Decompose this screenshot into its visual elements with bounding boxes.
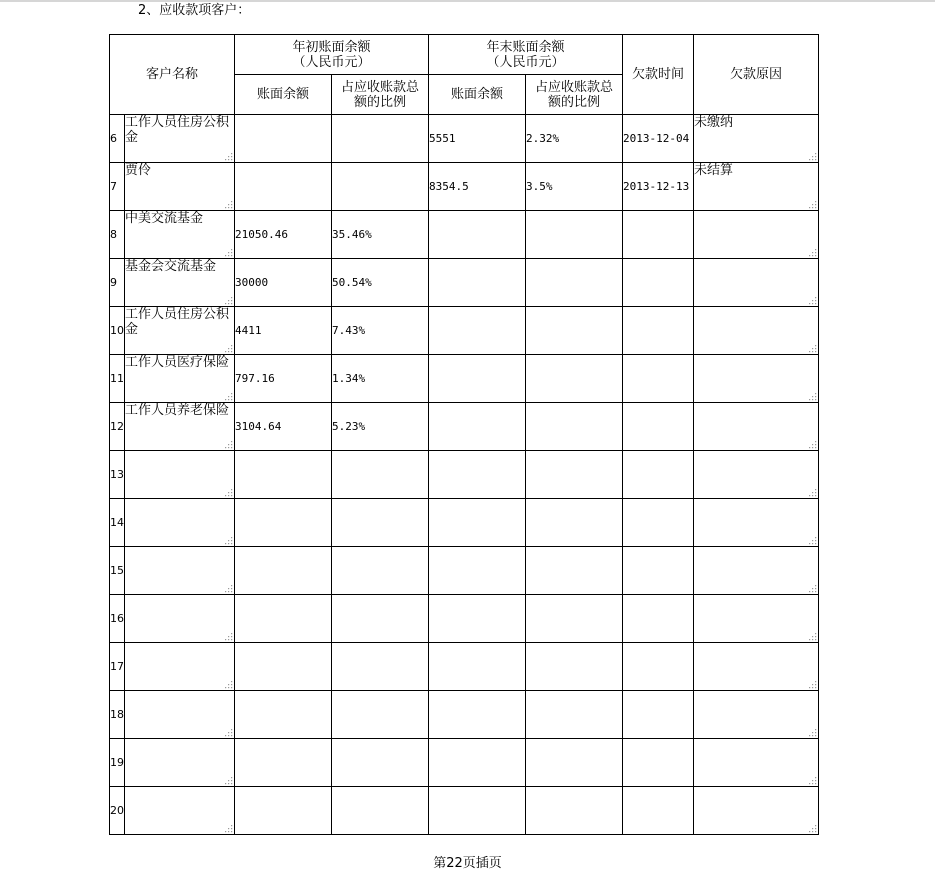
resize-grip-icon (223, 631, 233, 641)
end-ratio-cell (526, 499, 623, 547)
begin-balance-cell (235, 787, 332, 835)
header-end-balance-unit: （人民币元） (486, 54, 565, 70)
table-row (110, 259, 819, 307)
end-balance-cell (429, 211, 526, 259)
begin-ratio-cell (332, 163, 429, 211)
begin-ratio-cell-text: 7.43% (332, 324, 366, 337)
table-row (110, 595, 819, 643)
customer-name-cell (125, 163, 235, 211)
overdue-reason-cell (694, 211, 819, 259)
row-number (110, 547, 125, 595)
resize-grip-icon (223, 391, 233, 401)
table-row (110, 115, 819, 163)
overdue-time-cell (623, 739, 694, 787)
row-number-text: 6 (110, 132, 117, 145)
row-number-text: 14 (110, 516, 124, 529)
begin-ratio-cell-text: 5.23% (332, 420, 366, 433)
begin-balance-cell (235, 355, 332, 403)
row-number (110, 787, 125, 835)
overdue-time-cell (623, 403, 694, 451)
header-end-book-balance: 账面余额 (429, 75, 526, 115)
overdue-time-cell (623, 163, 694, 211)
row-number (110, 115, 125, 163)
header-overdue-time: 欠款时间 (623, 35, 694, 115)
overdue-reason-cell (694, 451, 819, 499)
row-number-text: 12 (110, 420, 124, 433)
table-row (110, 163, 819, 211)
end-balance-cell (429, 499, 526, 547)
row-number-text: 20 (110, 804, 124, 817)
begin-balance-cell (235, 739, 332, 787)
row-number (110, 595, 125, 643)
row-number (110, 451, 125, 499)
overdue-reason-cell (694, 643, 819, 691)
customer-name-cell (125, 355, 235, 403)
row-number-text: 13 (110, 468, 124, 481)
overdue-reason-cell (694, 595, 819, 643)
customer-name-cell-text: 基金会交流基金 (125, 259, 217, 274)
begin-ratio-cell (332, 115, 429, 163)
begin-balance-cell (235, 307, 332, 355)
row-number (110, 643, 125, 691)
overdue-time-cell (623, 115, 694, 163)
row-number (110, 259, 125, 307)
customer-name-cell (125, 307, 235, 355)
row-number (110, 499, 125, 547)
overdue-reason-cell (694, 355, 819, 403)
customer-name-cell (125, 691, 235, 739)
end-balance-cell (429, 403, 526, 451)
overdue-reason-cell (694, 307, 819, 355)
begin-balance-cell (235, 115, 332, 163)
page-top-rule (0, 0, 935, 2)
row-number (110, 211, 125, 259)
overdue-time-cell-text: 2013-12-04 (623, 132, 690, 145)
customer-name-cell (125, 643, 235, 691)
end-balance-cell (429, 739, 526, 787)
end-ratio-cell (526, 451, 623, 499)
header-end-ratio-line1: 占应收账款总 (535, 79, 614, 95)
end-ratio-cell-text: 3.5% (526, 180, 553, 193)
begin-balance-cell (235, 691, 332, 739)
end-ratio-cell (526, 595, 623, 643)
begin-balance-cell-text: 30000 (235, 276, 269, 289)
overdue-reason-cell-text: 未结算 (694, 163, 734, 178)
begin-ratio-cell (332, 547, 429, 595)
overdue-time-cell (623, 355, 694, 403)
resize-grip-icon (223, 535, 233, 545)
resize-grip-icon (807, 151, 817, 161)
resize-grip-icon (807, 583, 817, 593)
begin-balance-cell (235, 403, 332, 451)
end-ratio-cell (526, 355, 623, 403)
header-customer-name: 客户名称 (110, 35, 235, 115)
overdue-time-cell-text: 2013-12-13 (623, 180, 690, 193)
row-number-text: 19 (110, 756, 124, 769)
row-number (110, 307, 125, 355)
begin-ratio-cell-text: 35.46% (332, 228, 372, 241)
end-balance-cell (429, 307, 526, 355)
begin-ratio-cell (332, 691, 429, 739)
customer-name-cell (125, 787, 235, 835)
begin-ratio-cell (332, 739, 429, 787)
resize-grip-icon (807, 295, 817, 305)
header-end-balance (429, 35, 623, 75)
customer-name-cell-text: 中美交流基金 (125, 211, 204, 226)
resize-grip-icon (807, 391, 817, 401)
overdue-time-cell (623, 595, 694, 643)
begin-ratio-cell (332, 499, 429, 547)
end-ratio-cell (526, 259, 623, 307)
resize-grip-icon (223, 247, 233, 257)
begin-balance-cell-text: 797.16 (235, 372, 275, 385)
header-end-ratio (526, 75, 623, 115)
resize-grip-icon (807, 247, 817, 257)
begin-balance-cell (235, 643, 332, 691)
begin-ratio-cell (332, 595, 429, 643)
overdue-time-cell (623, 643, 694, 691)
end-ratio-cell (526, 163, 623, 211)
customer-name-cell (125, 547, 235, 595)
resize-grip-icon (223, 151, 233, 161)
resize-grip-icon (807, 199, 817, 209)
customer-name-cell-text: 工作人员住房公积金 (125, 307, 230, 337)
end-balance-cell (429, 691, 526, 739)
overdue-reason-cell (694, 691, 819, 739)
resize-grip-icon (223, 727, 233, 737)
end-balance-cell (429, 643, 526, 691)
begin-balance-cell (235, 163, 332, 211)
overdue-reason-cell (694, 787, 819, 835)
row-number-text: 10 (110, 324, 124, 337)
resize-grip-icon (807, 679, 817, 689)
end-balance-cell (429, 259, 526, 307)
row-number-text: 18 (110, 708, 124, 721)
end-ratio-cell (526, 691, 623, 739)
overdue-time-cell (623, 787, 694, 835)
end-balance-cell (429, 115, 526, 163)
overdue-reason-cell (694, 739, 819, 787)
resize-grip-icon (223, 439, 233, 449)
begin-ratio-cell-text: 1.34% (332, 372, 366, 385)
overdue-reason-cell (694, 499, 819, 547)
resize-grip-icon (223, 487, 233, 497)
end-ratio-cell (526, 787, 623, 835)
table-row (110, 403, 819, 451)
overdue-time-cell (623, 259, 694, 307)
begin-ratio-cell (332, 211, 429, 259)
row-number-text: 15 (110, 564, 124, 577)
overdue-time-cell (623, 547, 694, 595)
customer-name-cell (125, 499, 235, 547)
customer-name-cell-text: 工作人员住房公积金 (125, 115, 230, 145)
table-row (110, 787, 819, 835)
header-begin-ratio-line1: 占应收账款总 (341, 79, 420, 95)
header-begin-balance-title: 年初账面余额 (292, 39, 371, 55)
header-end-ratio-line2: 额的比例 (548, 94, 601, 110)
begin-balance-cell (235, 595, 332, 643)
resize-grip-icon (223, 583, 233, 593)
resize-grip-icon (807, 343, 817, 353)
begin-ratio-cell (332, 787, 429, 835)
begin-ratio-cell (332, 403, 429, 451)
overdue-time-cell (623, 499, 694, 547)
overdue-reason-cell (694, 115, 819, 163)
end-ratio-cell (526, 115, 623, 163)
header-begin-ratio-line2: 额的比例 (354, 94, 407, 110)
header-overdue-reason: 欠款原因 (694, 35, 819, 115)
end-balance-cell (429, 451, 526, 499)
header-begin-ratio (332, 75, 429, 115)
table-row (110, 355, 819, 403)
resize-grip-icon (223, 679, 233, 689)
resize-grip-icon (223, 199, 233, 209)
resize-grip-icon (807, 439, 817, 449)
customer-name-cell (125, 259, 235, 307)
end-ratio-cell (526, 211, 623, 259)
begin-balance-cell-text: 3104.64 (235, 420, 282, 433)
header-begin-balance-unit: （人民币元） (292, 54, 371, 70)
begin-balance-cell (235, 499, 332, 547)
overdue-reason-cell (694, 259, 819, 307)
header-end-balance-title: 年末账面余额 (486, 39, 565, 55)
overdue-time-cell (623, 307, 694, 355)
table-row (110, 451, 819, 499)
resize-grip-icon (223, 823, 233, 833)
begin-ratio-cell (332, 307, 429, 355)
end-ratio-cell (526, 307, 623, 355)
end-balance-cell (429, 547, 526, 595)
row-number-text: 7 (110, 180, 117, 193)
table-row (110, 307, 819, 355)
end-ratio-cell (526, 739, 623, 787)
table-row (110, 691, 819, 739)
end-balance-cell-text: 8354.5 (429, 180, 469, 193)
row-number (110, 355, 125, 403)
table-row (110, 499, 819, 547)
begin-balance-cell (235, 259, 332, 307)
end-balance-cell-text: 5551 (429, 132, 456, 145)
row-number (110, 691, 125, 739)
customer-name-cell-text: 贾伶 (125, 163, 152, 178)
table-row (110, 547, 819, 595)
end-ratio-cell (526, 403, 623, 451)
begin-ratio-cell-text: 50.54% (332, 276, 372, 289)
end-balance-cell (429, 355, 526, 403)
end-ratio-cell-text: 2.32% (526, 132, 560, 145)
receivables-table (109, 34, 819, 835)
begin-balance-cell (235, 547, 332, 595)
end-ratio-cell (526, 643, 623, 691)
customer-name-cell-text: 工作人员医疗保险 (125, 355, 230, 370)
customer-name-cell (125, 211, 235, 259)
end-ratio-cell (526, 547, 623, 595)
resize-grip-icon (223, 343, 233, 353)
row-number (110, 163, 125, 211)
begin-balance-cell-text: 4411 (235, 324, 262, 337)
overdue-reason-cell-text: 未缴纳 (694, 115, 734, 130)
begin-ratio-cell (332, 259, 429, 307)
overdue-reason-cell (694, 547, 819, 595)
row-number (110, 739, 125, 787)
table-row (110, 739, 819, 787)
resize-grip-icon (807, 823, 817, 833)
resize-grip-icon (807, 487, 817, 497)
table-row (110, 211, 819, 259)
customer-name-cell (125, 739, 235, 787)
row-number-text: 9 (110, 276, 117, 289)
customer-name-cell (125, 451, 235, 499)
resize-grip-icon (807, 535, 817, 545)
page-footer: 第22页插页 (433, 856, 502, 871)
begin-ratio-cell (332, 643, 429, 691)
end-balance-cell (429, 163, 526, 211)
overdue-time-cell (623, 451, 694, 499)
overdue-reason-cell (694, 403, 819, 451)
customer-name-cell-text: 工作人员养老保险 (125, 403, 230, 418)
resize-grip-icon (807, 727, 817, 737)
resize-grip-icon (807, 631, 817, 641)
end-balance-cell (429, 787, 526, 835)
row-number (110, 403, 125, 451)
overdue-time-cell (623, 211, 694, 259)
begin-balance-cell-text: 21050.46 (235, 228, 288, 241)
row-number-text: 8 (110, 228, 117, 241)
overdue-time-cell (623, 691, 694, 739)
header-begin-balance (235, 35, 429, 75)
begin-ratio-cell (332, 355, 429, 403)
resize-grip-icon (223, 295, 233, 305)
header-begin-book-balance: 账面余额 (235, 75, 332, 115)
customer-name-cell (125, 595, 235, 643)
resize-grip-icon (223, 775, 233, 785)
row-number-text: 11 (110, 372, 124, 385)
row-number-text: 16 (110, 612, 124, 625)
begin-balance-cell (235, 211, 332, 259)
begin-ratio-cell (332, 451, 429, 499)
section-title: 2、应收款项客户： (138, 3, 251, 18)
begin-balance-cell (235, 451, 332, 499)
row-number-text: 17 (110, 660, 124, 673)
resize-grip-icon (807, 775, 817, 785)
table-row (110, 643, 819, 691)
overdue-reason-cell (694, 163, 819, 211)
customer-name-cell (125, 115, 235, 163)
end-balance-cell (429, 595, 526, 643)
customer-name-cell (125, 403, 235, 451)
